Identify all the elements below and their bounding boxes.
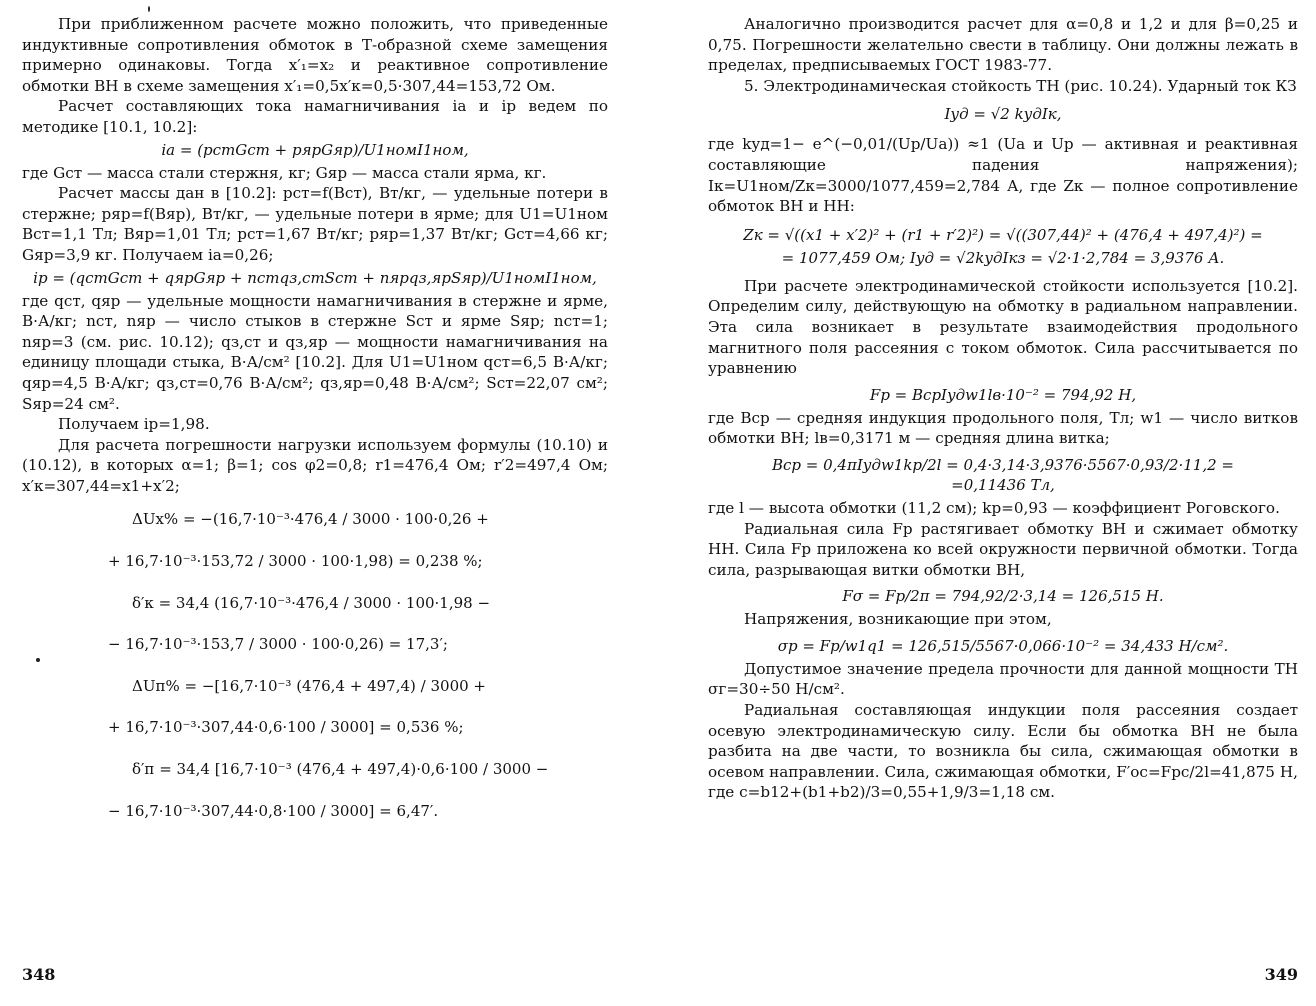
page-number: 348 xyxy=(22,965,56,984)
formula: Bср = 0,4πIудw1kр/2l = 0,4·3,14·3,9376·5567·0,93/2·11,2 = xyxy=(771,455,1235,474)
formula: = 1077,459 Ом; Iуд = √2kудIкз = √2·1·2,784 = 3,9376 А. xyxy=(781,248,1225,267)
scan-speck xyxy=(148,6,150,12)
paragraph: При расчете электродинамической стойкости используется [10.2]. Определим силу, действующую на обмотку в радиальном направлении. Эта сила возникает в результате взаимодействия продольного магнитного поля рассеяния с током обмоток. Сила рассчитывается по уравнению xyxy=(708,276,1298,378)
paragraph: где Bср — средняя индукция продольного поля, Тл; w1 — число витков обмотки ВН; lв=0,3171 м — средняя длина витка; xyxy=(708,408,1298,448)
equation-line: δ′к = 34,4 (16,7·10⁻³·476,4 / 3000 · 100·1,98 − xyxy=(132,593,491,612)
equation-block xyxy=(22,510,608,821)
equation-line: − 16,7·10⁻³·307,44·0,8·100 / 3000] = 6,47′. xyxy=(108,801,439,820)
paragraph: где kуд=1− e^(−0,01/(Uр/Uа)) ≈1 (Uа и Uр — активная и реактивная составляющие падения напряжения); Iк=U1ном/Zк=3000/1077,459=2,784 А, где Zк — полное сопротивление обмоток ВН и НН: xyxy=(708,135,1298,216)
formula: iа = (pстGст + pярGяр)/U1номI1ном, xyxy=(161,140,469,159)
paragraph: Расчет составляющих тока намагничивания iа и iр ведем по методике [10.1, 10.2]: xyxy=(22,97,608,136)
equation-line: + 16,7·10⁻³·307,44·0,6·100 / 3000] = 0,536 %; xyxy=(108,718,464,737)
paragraph: Для расчета погрешности нагрузки используем формулы (10.10) и (10.12), в которых α=1; β=1; cos φ2=0,8; r1=476,4 Ом; r′2=497,4 Ом; x′к=307,44=x1+x′2; xyxy=(22,435,608,495)
formula: Fσ = Fр/2π = 794,92/2·3,14 = 126,515 Н. xyxy=(842,587,1164,606)
paragraph: где qст, qяр — удельные мощности намагничивания в стержне и ярме, В·А/кг; nст, nяр — число стыков в стержне Sст и ярме Sяр; nст=1; nяр=3 (см. рис. 10.12); qз,ст и qз,яр — мощности намагничивания на единицу площади стыка, В·А/см² [10.2]. Для U1=U1ном qст=6,5 В·А/кг; qяр=4,5 В·А/кг; qз,ст=0,76 В·А/см²; qз,яр=0,48 В·А/см²; Sст=22,07 см²; Sяр=24 см². xyxy=(22,291,608,413)
paragraph: Получаем iр=1,98. xyxy=(58,415,210,434)
equation-line: ΔUx% = −(16,7·10⁻³·476,4 / 3000 · 100·0,26 + xyxy=(132,510,489,529)
formula: Fр = BсрIудw1lв·10⁻² = 794,92 Н, xyxy=(869,385,1137,404)
formula: σр = Fр/w1q1 = 126,515/5567·0,066·10⁻² = 34,433 Н/см². xyxy=(777,636,1229,655)
formula: Zк = √((x1 + x′2)² + (r1 + r′2)²) = √((307,44)² + (476,4 + 497,4)²) = xyxy=(743,225,1263,244)
right-page xyxy=(708,14,1298,994)
equation-line: + 16,7·10⁻³·153,72 / 3000 · 100·1,98) = 0,238 %; xyxy=(108,552,483,571)
paragraph: Радиальная составляющая индукции поля рассеяния создает осевую электродинамическую силу. Если бы обмотка ВН не была разбита на две части, то возникла бы сила, сжимающая обмотки в осевом направлении. Сила, сжимающая обмотки, F′ос=Fрc/2l=41,875 Н, где c=b12+(b1+b2)/3=0,55+1,9/3=1,18 см. xyxy=(708,701,1298,802)
paragraph: Допустимое значение предела прочности для данной мощности ТН σг=30÷50 Н/см². xyxy=(708,659,1298,699)
paragraph: Радиальная сила Fр растягивает обмотку ВН и сжимает обмотку НН. Сила Fр приложена ко всей окружности первичной обмотки. Тогда сила, разрывающая витки обмотки ВН, xyxy=(708,519,1298,579)
formula: =0,11436 Тл, xyxy=(951,475,1055,494)
section-heading-paragraph: 5. Электродинамическая стойкость ТН (рис. 10.24). Ударный ток КЗ xyxy=(744,76,1297,95)
formula: Iуд = √2 kудIк, xyxy=(944,105,1062,124)
equation-line: δ′п = 34,4 [16,7·10⁻³ (476,4 + 497,4)·0,6·100 / 3000 − xyxy=(132,760,549,779)
paragraph: Напряжения, возникающие при этом, xyxy=(744,610,1052,629)
page-number: 349 xyxy=(1264,965,1298,984)
scan-speck xyxy=(36,658,40,662)
equation-line: − 16,7·10⁻³·153,7 / 3000 · 100·0,26) = 17,3′; xyxy=(108,635,448,654)
paragraph: где Gст — масса стали стержня, кг; Gяр — масса стали ярма, кг. xyxy=(22,163,547,182)
paragraph: При приближенном расчете можно положить, что приведенные индуктивные сопротивления обмоток в Т-образной схеме замещения примерно одинаковы. Тогда x′₁=x₂ и реактивное сопротивление обмотки ВН в схеме замещения x′₁=0,5x′к=0,5·307,44=153,72 Ом. xyxy=(22,15,608,95)
paragraph: Аналогично производится расчет для α=0,8 и 1,2 и для β=0,25 и 0,75. Погрешности желательно свести в таблицу. Они должны лежать в пределах, предписываемых ГОСТ 1983-77. xyxy=(708,15,1298,75)
paragraph: где l — высота обмотки (11,2 см); kр=0,93 — коэффициент Роговского. xyxy=(708,498,1280,517)
paragraph: Расчет массы дан в [10.2]: pст=f(Bст), Вт/кг, — удельные потери в стержне; pяр=f(Bяр), Вт/кг, — удельные потери в ярме; для U1=U1ном Bст=1,1 Тл; Bяр=1,01 Тл; pст=1,67 Вт/кг; pяр=1,37 Вт/кг; Gст=4,66 кг; Gяр=3,9 кг. Получаем iа=0,26; xyxy=(22,184,608,264)
equation-line: ΔUп% = −[16,7·10⁻³ (476,4 + 497,4) / 3000 + xyxy=(132,676,486,695)
formula: iр = (qстGст + qярGяр + nстqз,стSст + nярqз,ярSяр)/U1номI1ном, xyxy=(33,268,597,287)
left-page xyxy=(22,14,608,994)
